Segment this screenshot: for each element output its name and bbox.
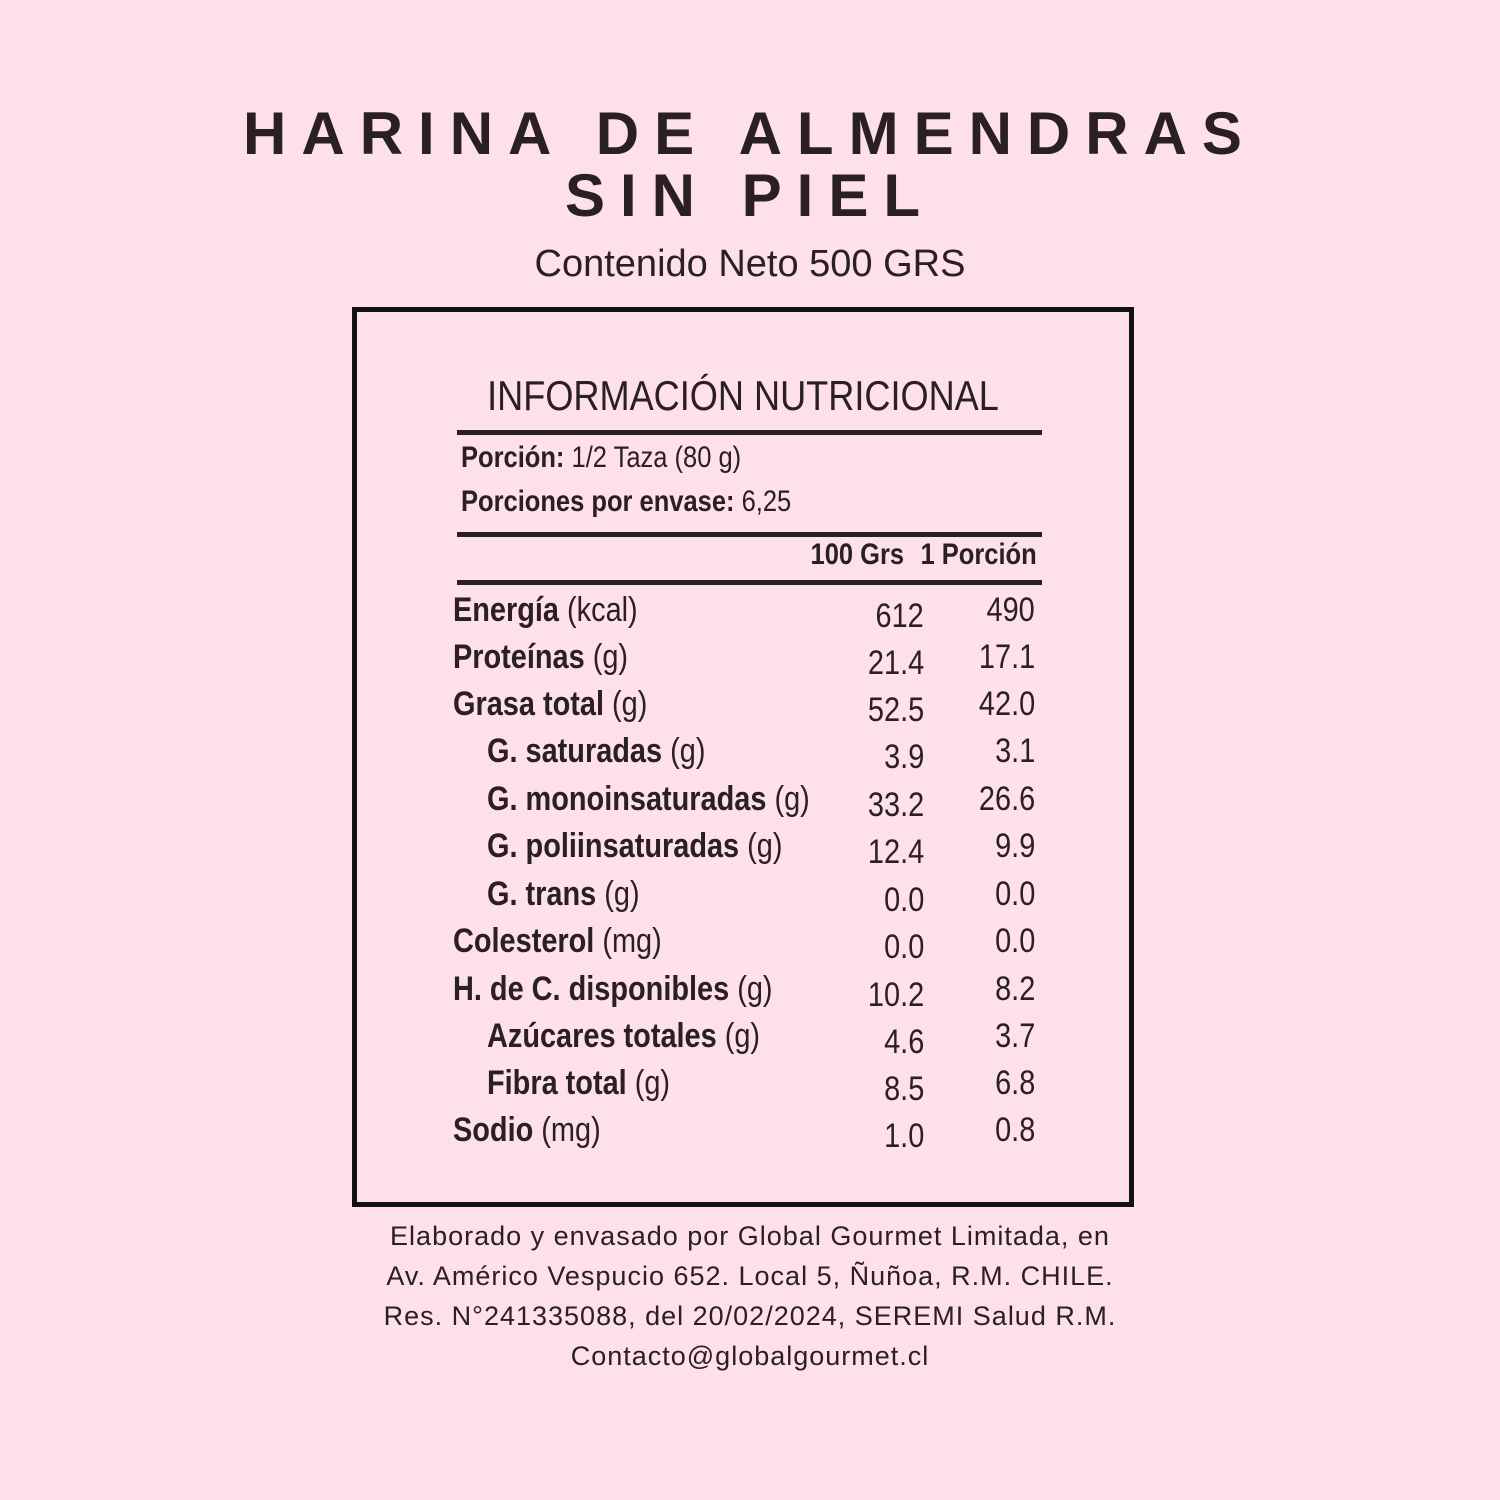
nutrient-unit: (g) (729, 970, 773, 1008)
nutrient-row-sodio (357, 1110, 1129, 1157)
value-portion: 6.8 (994, 1064, 1035, 1102)
value-portion: 0.0 (994, 875, 1035, 913)
nutrient-row-poliinsaturadas (357, 826, 1129, 873)
value-portion: 9.9 (994, 827, 1035, 865)
nutrient-name: H. de C. disponibles (453, 970, 730, 1008)
nutrition-title: INFORMACIÓN NUTRICIONAL (487, 372, 999, 419)
nutrient-unit: (g) (584, 638, 629, 676)
nutrient-unit: (g) (716, 1017, 761, 1055)
nutrient-row-grasa-total (357, 684, 1129, 731)
value-100g: 4.6 (883, 1023, 924, 1061)
footer-line-1: Elaborado y envasado por Global Gourmet Limitada, en (390, 1221, 1110, 1251)
contact-email: Contacto@globalgourmet.cl (570, 1341, 930, 1371)
value-100g: 10.2 (867, 976, 924, 1014)
nutrient-row-proteinas (357, 637, 1129, 684)
value-100g: 1.0 (883, 1117, 924, 1155)
nutrient-unit: (g) (626, 1064, 671, 1102)
nutrient-unit: (kcal) (559, 591, 638, 629)
nutrient-name: Azúcares totales (487, 1017, 717, 1055)
nutrient-name: Energía (453, 591, 560, 629)
value-100g: 12.4 (867, 833, 924, 871)
value-portion: 42.0 (978, 685, 1035, 723)
nutrient-row-trans (357, 874, 1129, 921)
nutrient-unit: (g) (766, 780, 810, 818)
net-content: Contenido Neto 500 GRS (534, 243, 966, 285)
nutrient-row-colesterol (357, 921, 1129, 968)
nutrient-name: G. trans (487, 875, 597, 913)
nutrient-name: Fibra total (487, 1064, 627, 1102)
product-title-line-1: HARINA DE ALMENDRAS (243, 100, 1257, 167)
nutrient-name: Proteínas (453, 638, 585, 676)
nutrient-row-hidratos (357, 969, 1129, 1016)
value-100g: 0.0 (883, 881, 924, 919)
nutrient-unit: (mg) (594, 922, 662, 960)
divider (457, 580, 1042, 585)
value-100g: 21.4 (867, 644, 924, 682)
value-100g: 3.9 (883, 738, 924, 776)
value-portion: 3.7 (994, 1017, 1035, 1055)
column-header-portion: 1 Porción (920, 538, 1037, 571)
value-portion: 490 (986, 591, 1035, 629)
nutrient-unit: (mg) (533, 1111, 601, 1149)
value-portion: 8.2 (994, 970, 1035, 1008)
servings-value: 6,25 (734, 485, 792, 518)
value-portion: 17.1 (978, 638, 1035, 676)
nutrient-name: Grasa total (453, 685, 604, 723)
value-100g: 8.5 (883, 1070, 924, 1108)
product-title-line-2: SIN PIEL (564, 162, 936, 229)
value-100g: 612 (875, 597, 924, 635)
value-100g: 0.0 (883, 928, 924, 966)
nutrient-row-monoinsaturadas (357, 779, 1129, 826)
nutrient-row-fibra (357, 1063, 1129, 1110)
nutrient-name: Colesterol (453, 922, 595, 960)
value-portion: 26.6 (978, 780, 1035, 818)
nutrition-facts-panel (352, 307, 1134, 1207)
value-100g: 52.5 (867, 691, 924, 729)
nutrient-unit: (g) (603, 685, 648, 723)
nutrient-row-saturadas (357, 731, 1129, 778)
nutrient-row-energia (357, 590, 1129, 637)
value-100g: 33.2 (867, 786, 924, 824)
nutrient-name: G. poliinsaturadas (487, 827, 740, 865)
servings-label: Porciones por envase: (461, 485, 735, 518)
nutrient-unit: (g) (662, 732, 706, 770)
column-header-100g: 100 Grs (810, 538, 904, 571)
nutrient-name: G. monoinsaturadas (487, 780, 767, 818)
value-portion: 0.8 (994, 1111, 1035, 1149)
nutrient-name: Sodio (453, 1111, 534, 1149)
value-portion: 0.0 (994, 922, 1035, 960)
servings-per-container (461, 484, 791, 520)
serving-value: 1/2 Taza (80 g) (564, 441, 742, 474)
serving-label: Porción: (461, 441, 565, 474)
nutrient-unit: (g) (596, 875, 640, 913)
divider (457, 430, 1042, 435)
manufacturer-info (0, 1216, 1500, 1376)
footer-line-2: Av. Américo Vespucio 652. Local 5, Ñuñoa, R.M. CHILE. (386, 1261, 1114, 1291)
value-portion: 3.1 (994, 732, 1035, 770)
nutrient-unit: (g) (739, 827, 783, 865)
nutrient-name: G. saturadas (487, 732, 663, 770)
footer-line-3: Res. N°241335088, del 20/02/2024, SEREMI Salud R.M. (383, 1301, 1117, 1331)
nutrient-row-azucares (357, 1016, 1129, 1063)
serving-size (461, 440, 741, 476)
